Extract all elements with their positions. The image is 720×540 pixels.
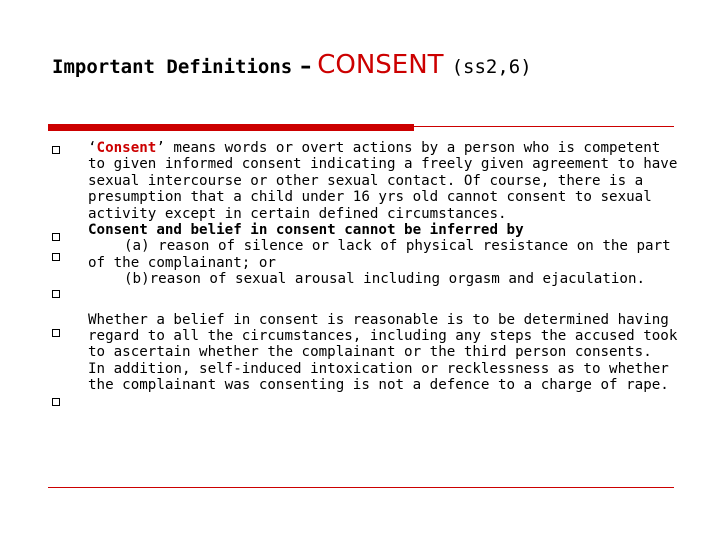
top-divider-thick-bar bbox=[48, 124, 414, 131]
title-dash: – bbox=[300, 54, 312, 79]
clause-b-text: (b)reason of sexual arousal including orgasm and ejaculation. bbox=[124, 271, 646, 288]
bullet-square-icon bbox=[52, 253, 60, 261]
definition-body bbox=[88, 140, 678, 394]
paragraph-clause-a bbox=[88, 238, 678, 271]
consent-term: Consent bbox=[96, 140, 157, 156]
open-quote: ‘ bbox=[88, 140, 97, 156]
bullet-square-icon bbox=[52, 233, 60, 241]
consent-definition-text: ’ means words or overt actions by a person who is competent to given informed consent indicating a freely given agreement to have sexual intercourse or other sexual contact. Of course, there is a presumption that a child under 16 yrs old cannot consent to sexual activity except in certain defined circumstances. bbox=[88, 140, 678, 222]
consent-belief-heading: Consent and belief in consent cannot be inferred by bbox=[88, 222, 524, 239]
bullet-square-icon bbox=[52, 398, 60, 406]
paragraph-consent-definition bbox=[88, 140, 678, 222]
title-main: Important Definitions bbox=[52, 56, 293, 78]
bullet-square-icon bbox=[52, 329, 60, 337]
bottom-divider bbox=[48, 487, 674, 488]
slide-title bbox=[52, 50, 532, 80]
paragraph-consent-belief bbox=[88, 222, 678, 238]
title-section-ref: (ss2,6) bbox=[451, 56, 532, 78]
bullet-square-icon bbox=[52, 146, 60, 154]
title-keyword: CONSENT bbox=[317, 50, 444, 80]
paragraph-intoxication: In addition, self-induced intoxication or recklessness as to whether the complainant was consenting is not a defence to a charge of rape. bbox=[88, 360, 669, 394]
paragraph-clause-b bbox=[88, 271, 678, 287]
paragraph-reasonable-belief: Whether a belief in consent is reasonable is to be determined having regard to all the circumstances, including any steps the accused took to ascertain whether the complainant or the third person consents. bbox=[88, 311, 678, 361]
top-divider bbox=[48, 124, 674, 132]
clause-a-text: (a) reason of silence or lack of physical resistance on the part of the complainant; or bbox=[88, 238, 671, 271]
bullet-square-icon bbox=[52, 290, 60, 298]
